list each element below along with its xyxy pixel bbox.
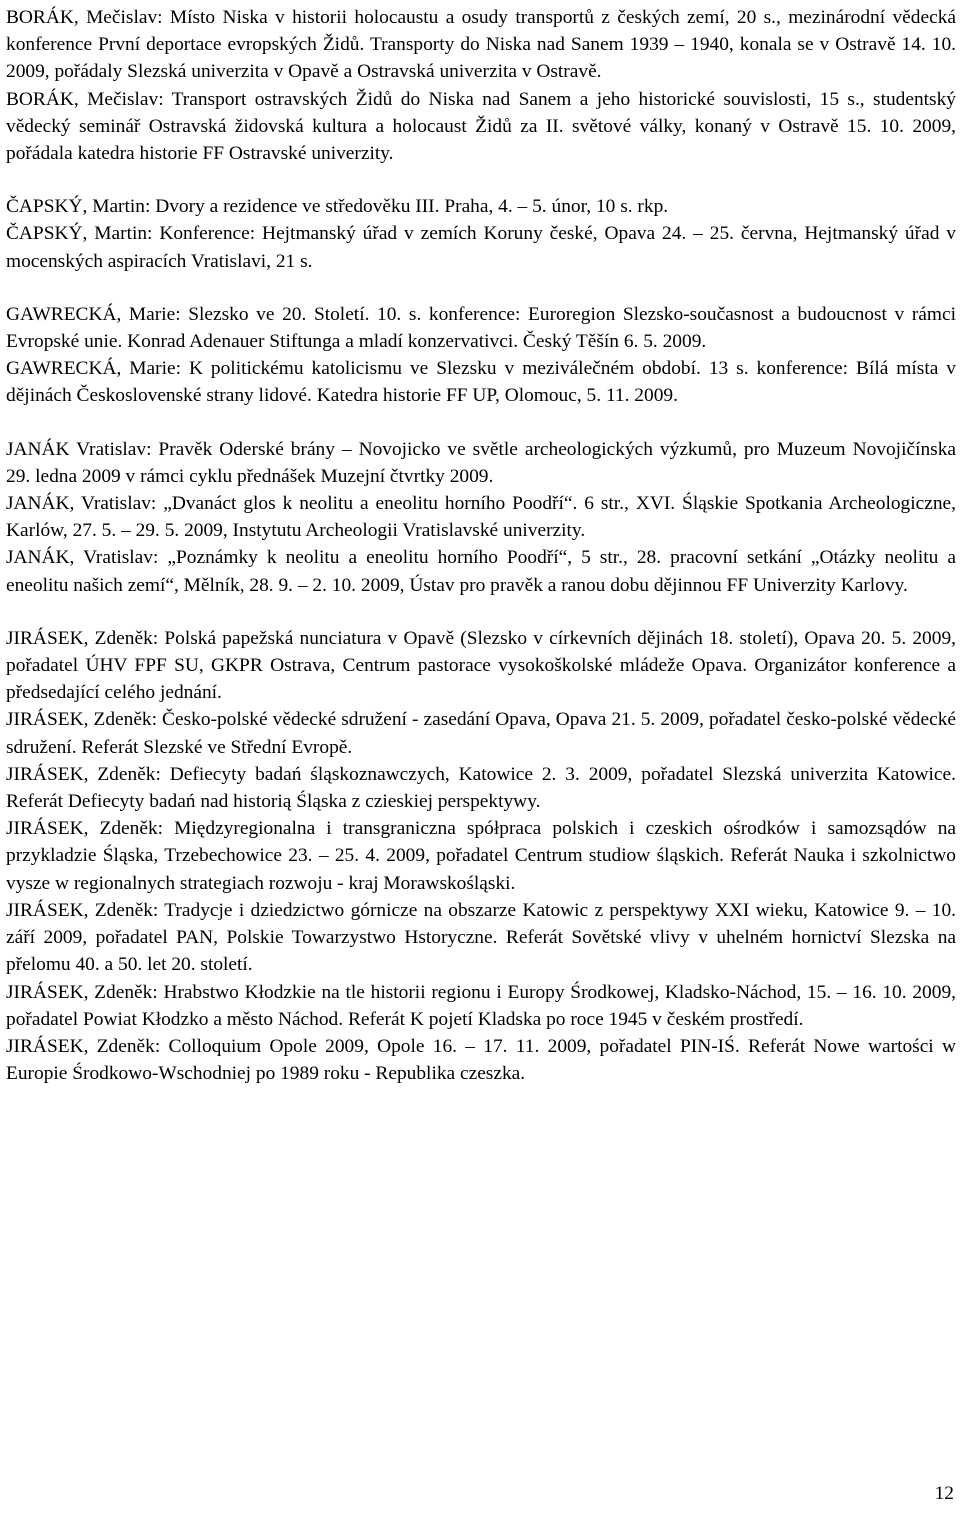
bibliography-entry: BORÁK, Mečislav: Transport ostravských Židů do Niska nad Sanem a jeho historické souvislosti, 15 s., studentský vědecký seminář Ostravská židovská kultura a holocaust Židů za II. světové války, konaný v Ostravě 15. 10. 2009, pořádala katedra historie FF Ostravské univerzity. xyxy=(6,88,956,165)
document-page xyxy=(6,4,956,1087)
bibliography-entry: JIRÁSEK, Zdeněk: Hrabstwo Kłodzkie na tle historii regionu i Europy Środkowej, Kladsko-Náchod, 15. – 16. 10. 2009, pořadatel Powiat Kłodzko a město Náchod. Referát K pojetí Kladska po roce 1945 v českém prostředí. xyxy=(6,981,956,1030)
bibliography-entry: JIRÁSEK, Zdeněk: Colloquium Opole 2009, Opole 16. – 17. 11. 2009, pořadatel PIN-IŚ. Referát Nowe wartości w Europie Środkowo-Wschodniej po 1989 roku - Republika czeszka. xyxy=(6,1035,956,1085)
bibliography-group-jirasek xyxy=(6,625,956,1087)
bibliography-entry: BORÁK, Mečislav: Místo Niska v historii holocaustu a osudy transportů z českých zemí, 20 s., mezinárodní vědecká konference První deportace evropských Židů. Transporty do Niska nad Sanem 1939 – 1940, konala se v Ostravě 14. 10. 2009, pořádaly Slezská univerzita v Opavě a Ostravská univerzita v Ostravě. xyxy=(6,7,956,83)
bibliography-entry: ČAPSKÝ, Martin: Dvory a rezidence ve středověku III. Praha, 4. – 5. únor, 10 s. rkp. xyxy=(6,196,669,218)
bibliography-entry: GAWRECKÁ, Marie: Slezsko ve 20. Století. 10. s. konference: Euroregion Slezsko-současnost a budoucnost v rámci Evropské unie. Konrad Adenauer Stiftunga a mladí konzervativci. Český Těšín 6. 5. 2009. xyxy=(6,303,956,353)
bibliography-group-borak xyxy=(6,4,956,167)
bibliography-entry: JIRÁSEK, Zdeněk: Česko-polské vědecké sdružení - zasedání Opava, Opava 21. 5. 2009, pořadatel česko-polské vědecké sdružení. Referát Slezské ve Střední Evropě. xyxy=(6,709,956,758)
bibliography-entry: JIRÁSEK, Zdeněk: Polská papežská nunciatura v Opavě (Slezsko v církevních dějinách 18. století), Opava 20. 5. 2009, pořadatel ÚHV FPF SU, GKPR Ostrava, Centrum pastorace vysokoškolské mládeže Opava. Organizátor konference a předsedající celého jednání. xyxy=(6,627,956,704)
bibliography-entry: JIRÁSEK, Zdeněk: Tradycje i dziedzictwo górnicze na obszarze Katowic z perspektywy XXI wieku, Katowice 9. – 10. září 2009, pořadatel PAN, Polskie Towarzystwo Hstoryczne. Referát Sovětské vlivy v uhelném hornictví Slezska na přelomu 40. a 50. let 20. století. xyxy=(6,899,956,976)
bibliography-group-janak xyxy=(6,436,956,599)
bibliography-entry: ČAPSKÝ, Martin: Konference: Hejtmanský úřad v zemích Koruny české, Opava 24. – 25. června, Hejtmanský úřad v mocenských aspiracích Vratislavi, 21 s. xyxy=(6,223,956,272)
bibliography-entry: JANÁK, Vratislav: „Poznámky k neolitu a eneolitu horního Poodří“, 5 str., 28. pracovní setkání „Otázky neolitu a eneolitu našich zemí“, Mělník, 28. 9. – 2. 10. 2009, Ústav pro pravěk a ranou dobu dějinnou FF Univerzity Karlovy. xyxy=(6,547,956,596)
bibliography-group-gawrecka xyxy=(6,301,956,410)
bibliography-entry: JIRÁSEK, Zdeněk: Międzyregionalna i transgraniczna spółpraca polskich i czeskich ośrodków i samozsądów na przykladzie Śląska, Trzebechowice 23. – 25. 4. 2009, pořadatel Centrum studiow śląskich. Referát Nauka i szkolnictwo vysze w regionalnych strategiach rozwoju - kraj Morawskośląski. xyxy=(6,818,956,894)
bibliography-group-capsky xyxy=(6,193,956,275)
bibliography-entry: GAWRECKÁ, Marie: K politickému katolicismu ve Slezsku v meziválečném období. 13 s. konference: Bílá místa v dějinách Československé strany lidové. Katedra historie FF UP, Olomouc, 5. 11. 2009. xyxy=(6,358,956,407)
bibliography-entry: JANÁK, Vratislav: „Dvanáct glos k neolitu a eneolitu horního Poodří“. 6 str., XVI. Śląskie Spotkania Archeologiczne, Karlów, 27. 5. – 29. 5. 2009, Instytutu Archeologii Vratislavské univerzity. xyxy=(6,493,956,542)
page-number: 12 xyxy=(934,1483,954,1504)
bibliography-entry: JANÁK Vratislav: Pravěk Oderské brány – Novojicko ve světle archeologických výzkumů, pro Muzeum Novojičínska 29. ledna 2009 v rámci cyklu přednášek Muzejní čtvrtky 2009. xyxy=(6,438,956,487)
bibliography-entry: JIRÁSEK, Zdeněk: Defiecyty badań śląskoznawczych, Katowice 2. 3. 2009, pořadatel Slezská univerzita Katowice. Referát Defiecyty badań nad historią Śląska z czieskiej perspektywy. xyxy=(6,763,956,813)
